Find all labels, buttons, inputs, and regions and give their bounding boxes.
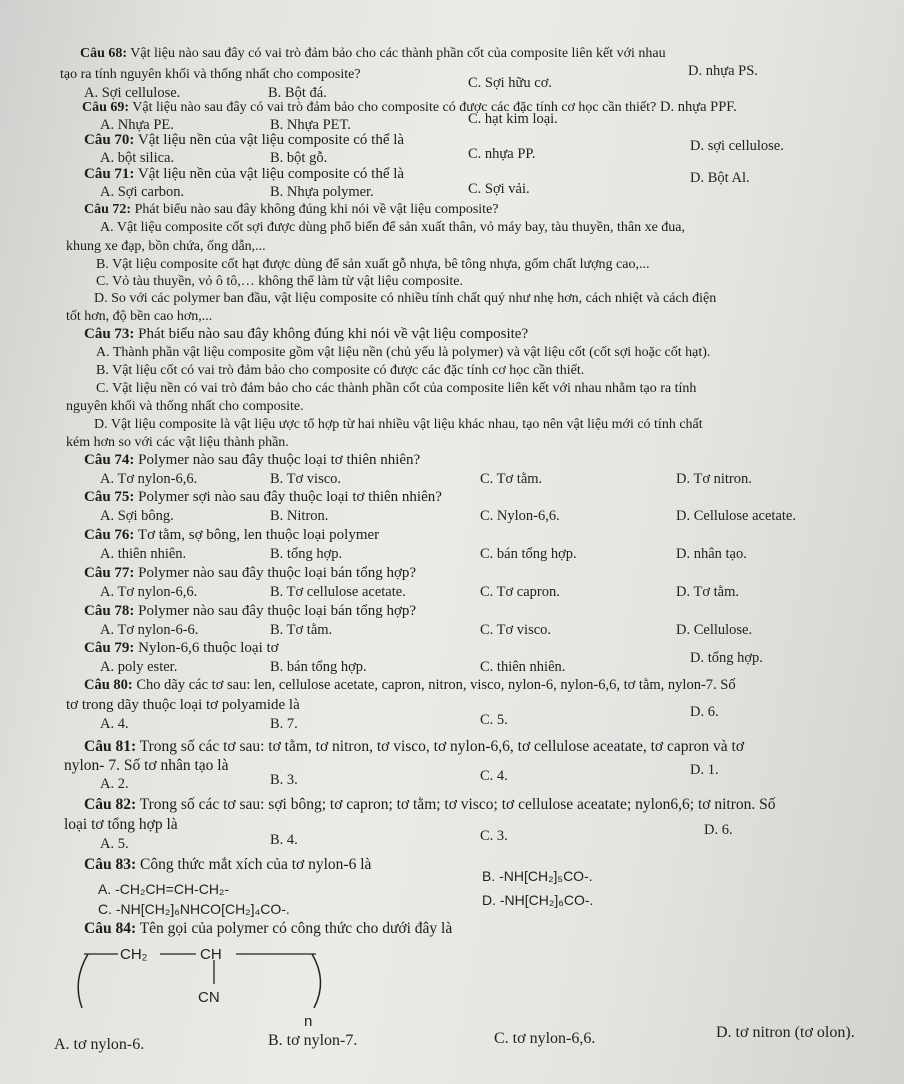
q79-option-b[interactable]: B. bán tổng hợp. [270,659,367,675]
q77-option-a[interactable]: A. Tơ nylon-6,6. [100,584,198,600]
q83-option-c[interactable]: C. -NH[CH₂]₆NHCO[CH₂]₄CO-. [98,901,290,917]
q68-option-b[interactable]: B. Bột đá. [268,85,327,101]
q68-option-d[interactable]: D. nhựa PS. [688,63,758,79]
formula-group-cn: CN [198,989,220,1006]
q72-option-d-1[interactable]: D. So với các polymer ban đầu, vật liệu composite có nhiều tính chất quý như nhẹ hơn, cách nhiệt và cách điện [94,291,717,306]
q71-option-d[interactable]: D. Bột Al. [690,170,750,186]
q78-option-a[interactable]: A. Tơ nylon-6-6. [100,622,199,638]
q84-option-d[interactable]: D. tơ nitron (tơ olon). [716,1024,855,1041]
q76-option-a[interactable]: A. thiên nhiên. [100,546,187,562]
q77-stem: Câu 77: Polymer nào sau đây thuộc loại bán tổng hợp? [84,565,417,581]
q82-stem-2: loại tơ tổng hợp là [64,816,178,833]
q69-stem: Câu 69: Vật liệu nào sau đây có vai trò đảm bảo cho composite có được các đặc tính cơ học cần thiết? [82,100,657,115]
q75-option-c[interactable]: C. Nylon-6,6. [480,508,560,524]
q73-option-d-2[interactable]: kém hơn so với các vật liệu thành phần. [66,435,289,450]
q83-option-d[interactable]: D. -NH[CH₂]₆CO-. [482,892,594,908]
formula-group-ch: CH [200,946,222,963]
q80-option-d[interactable]: D. 6. [690,704,719,720]
q81-option-b[interactable]: B. 3. [270,772,298,788]
q69-option-d[interactable]: D. nhựa PPF. [660,99,737,115]
q76-option-d[interactable]: D. nhân tạo. [676,546,747,562]
q72-option-c[interactable]: C. Vỏ tàu thuyền, vỏ ô tô,… không thể làm từ vật liệu composite. [96,274,464,289]
q72-option-a-1[interactable]: A. Vật liệu composite cốt sợi được dùng phổ biến để sản xuất thân, vỏ máy bay, tàu thuyền, thân xe đua, [100,220,685,235]
q81-option-c[interactable]: C. 4. [480,768,508,784]
q82-stem-1: Câu 82: Trong số các tơ sau: sợi bông; tơ capron; tơ tằm; tơ visco; tơ cellulose aceatate; nylon6,6; tơ nitron. Số [84,796,776,813]
q82-option-b[interactable]: B. 4. [270,832,298,848]
q80-option-a[interactable]: A. 4. [100,716,129,732]
q76-option-c[interactable]: C. bán tổng hợp. [480,546,577,562]
q68-option-a[interactable]: A. Sợi cellulose. [84,85,181,101]
q83-option-b[interactable]: B. -NH[CH₂]₅CO-. [482,868,593,884]
q70-option-d[interactable]: D. sợi cellulose. [690,138,784,154]
q73-option-a[interactable]: A. Thành phần vật liệu composite gồm vật liệu nền (chủ yếu là polymer) và vật liệu cốt (cốt sợi hoặc cốt hạt). [96,345,711,360]
q84-option-c[interactable]: C. tơ nylon-6,6. [494,1030,596,1047]
q68-stem-2: tạo ra tính nguyên khối và thống nhất cho composite? [60,67,361,82]
q73-stem: Câu 73: Phát biểu nào sau đây không đúng khi nói về vật liệu composite? [84,326,529,342]
q74-option-a[interactable]: A. Tơ nylon-6,6. [100,471,198,487]
q73-option-c-1[interactable]: C. Vật liệu nền có vai trò đảm bảo cho các thành phần cốt của composite liên kết với nhau nhằm tạo ra tính [96,381,697,396]
q72-option-a-2[interactable]: khung xe đạp, bồn chứa, ống dẫn,... [66,239,266,254]
q79-option-c[interactable]: C. thiên nhiên. [480,659,566,675]
q83-option-a[interactable]: A. -CH₂CH=CH-CH₂- [98,881,230,897]
q72-option-d-2[interactable]: tốt hơn, độ bền cao hơn,... [66,309,213,324]
polymer-structural-formula [70,926,330,1036]
q79-option-a[interactable]: A. poly ester. [100,659,178,675]
q74-option-b[interactable]: B. Tơ visco. [270,471,342,487]
q76-option-b[interactable]: B. tổng hợp. [270,546,343,562]
q78-stem: Câu 78: Polymer nào sau đây thuộc loại bán tổng hợp? [84,603,417,619]
q69-option-a[interactable]: A. Nhựa PE. [100,117,174,133]
q70-stem: Câu 70: Vật liệu nền của vật liệu composite có thể là [84,132,405,148]
q71-option-b[interactable]: B. Nhựa polymer. [270,184,374,200]
q71-option-c[interactable]: C. Sợi vải. [468,181,530,197]
q73-option-d-1[interactable]: D. Vật liệu composite là vật liệu ược tổ hợp từ hai nhiều vật liệu khác nhau, tạo nên vật liệu mới có tính chất [94,417,703,432]
q77-option-b[interactable]: B. Tơ cellulose acetate. [270,584,406,600]
q73-option-b[interactable]: B. Vật liệu cốt có vai trò đảm bảo cho composite có được các đặc tính cơ học cần thiết. [96,363,585,378]
q76-stem: Câu 76: Tơ tằm, sợ bông, len thuộc loại polymer [84,527,380,543]
q84-stem: Câu 84: Tên gọi của polymer có công thức cho dưới đây là [84,920,453,937]
q84-option-b[interactable]: B. tơ nylon-7. [268,1032,358,1049]
q84-option-a[interactable]: A. tơ nylon-6. [54,1036,145,1053]
q81-stem-1: Câu 81: Trong số các tơ sau: tơ tằm, tơ nitron, tơ visco, tơ nylon-6,6, tơ cellulose aceatate, tơ capron và tơ [84,738,745,755]
q75-option-b[interactable]: B. Nitron. [270,508,329,524]
q80-stem-1: Câu 80: Cho dãy các tơ sau: len, cellulose acetate, capron, nitron, visco, nylon-6, nylon-6,6, tơ tằm, nylon-7. Số [84,677,736,693]
q73-option-c-2[interactable]: nguyên khối và thống nhất cho composite. [66,399,304,414]
q82-option-a[interactable]: A. 5. [100,836,129,852]
q81-option-a[interactable]: A. 2. [100,776,129,792]
q74-option-d[interactable]: D. Tơ nitron. [676,471,752,487]
q79-option-d[interactable]: D. tổng hợp. [690,650,763,666]
formula-group-ch2: CH₂ [120,946,148,963]
q72-stem: Câu 72: Phát biểu nào sau đây không đúng khi nói về vật liệu composite? [84,202,499,217]
q80-stem-2: tơ trong dãy thuộc loại tơ polyamide là [66,697,300,713]
q69-option-b[interactable]: B. Nhựa PET. [270,117,351,133]
q78-option-c[interactable]: C. Tơ visco. [480,622,552,638]
q81-stem-2: nylon- 7. Số tơ nhân tạo là [64,757,229,774]
q75-option-a[interactable]: A. Sợi bông. [100,508,174,524]
q71-option-a[interactable]: A. Sợi carbon. [100,184,185,200]
q78-option-d[interactable]: D. Cellulose. [676,622,753,638]
q74-stem: Câu 74: Polymer nào sau đây thuộc loại tơ thiên nhiên? [84,452,421,468]
q75-stem: Câu 75: Polymer sợi nào sau đây thuộc loại tơ thiên nhiên? [84,489,442,505]
q72-option-b[interactable]: B. Vật liệu composite cốt hạt được dùng để sản xuất gỗ nhựa, bê tông nhựa, gốm chất lượng cao,... [96,257,650,272]
q77-option-c[interactable]: C. Tơ capron. [480,584,560,600]
q70-option-b[interactable]: B. bột gỗ. [270,150,328,166]
q78-option-b[interactable]: B. Tơ tằm. [270,622,333,638]
q68-stem-1: Câu 68: Vật liệu nào sau đây có vai trò đảm bảo cho các thành phần cốt của composite liên kết với nhau [80,46,666,61]
q70-option-a[interactable]: A. bột silica. [100,150,175,166]
q82-option-c[interactable]: C. 3. [480,828,508,844]
q71-stem: Câu 71: Vật liệu nền của vật liệu composite có thể là [84,166,405,182]
q69-option-c[interactable]: C. hạt kim loại. [468,111,558,127]
q74-option-c[interactable]: C. Tơ tằm. [480,471,543,487]
q77-option-d[interactable]: D. Tơ tằm. [676,584,739,600]
q75-option-d[interactable]: D. Cellulose acetate. [676,508,796,524]
q80-option-b[interactable]: B. 7. [270,716,298,732]
q68-option-c[interactable]: C. Sợi hữu cơ. [468,75,553,91]
q83-stem: Câu 83: Công thức mắt xích của tơ nylon-6 là [84,856,372,873]
q80-option-c[interactable]: C. 5. [480,712,508,728]
q79-stem: Câu 79: Nylon-6,6 thuộc loại tơ [84,640,279,656]
q81-option-d[interactable]: D. 1. [690,762,719,778]
formula-subscript-n: n [304,1013,313,1030]
q82-option-d[interactable]: D. 6. [704,822,733,838]
q70-option-c[interactable]: C. nhựa PP. [468,146,536,162]
